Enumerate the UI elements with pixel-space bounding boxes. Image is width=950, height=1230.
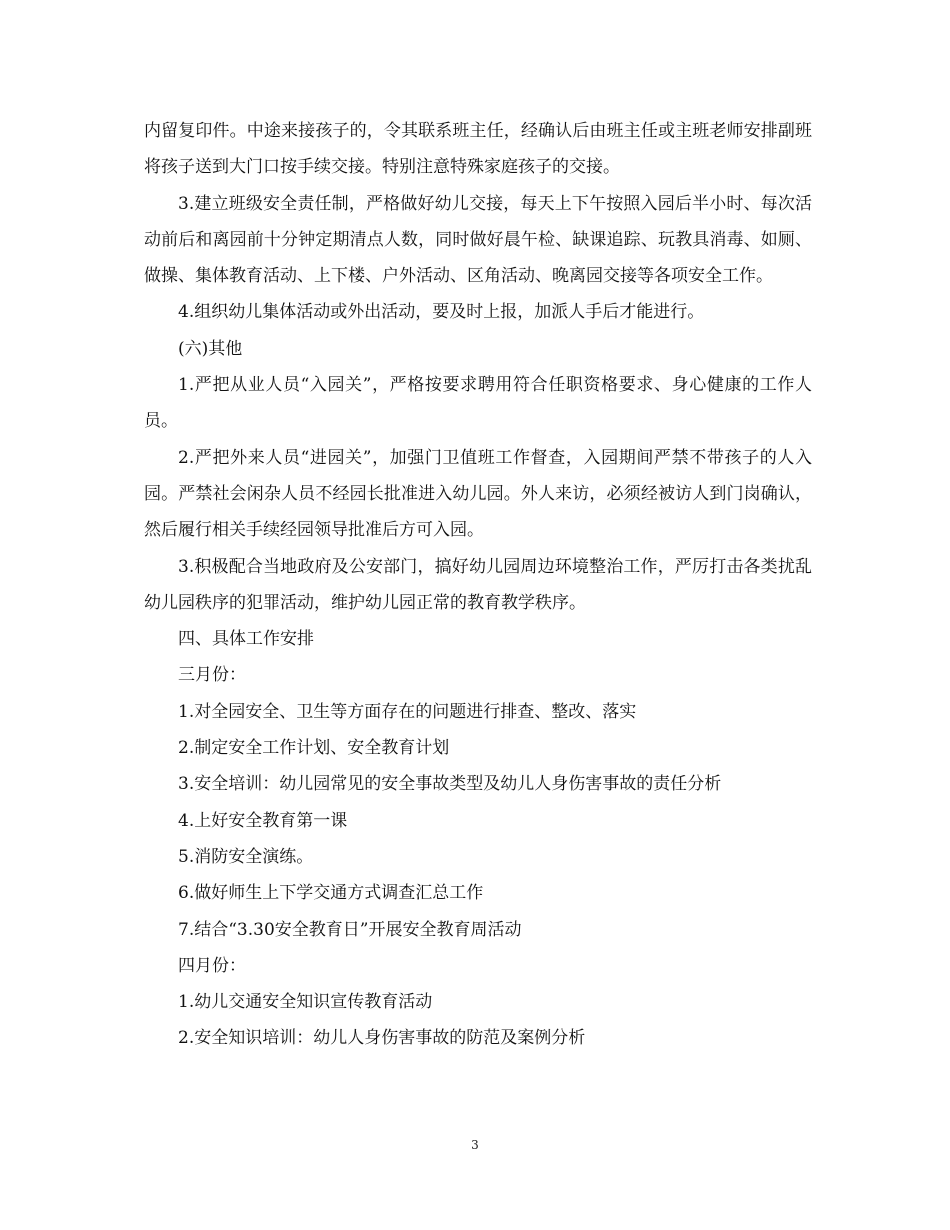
list-item: 1.幼儿交通安全知识宣传教育活动 bbox=[178, 992, 433, 1013]
section-heading: (六)其他 bbox=[178, 338, 243, 359]
paragraph-continuation: 内留复印件。中途来接孩子的，令其联系班主任，经确认后由班主任或主班老师安排副班将孩子送到大门口按手续交接。特别注意特殊家庭孩子的交接。 bbox=[144, 121, 812, 178]
list-item: 2.安全知识培训：幼儿人身伤害事故的防范及案例分析 bbox=[178, 1028, 586, 1049]
list-item: 3.安全培训：幼儿园常见的安全事故类型及幼儿人身伤害事故的责任分析 bbox=[178, 774, 722, 795]
month-heading: 四月份： bbox=[178, 955, 246, 976]
list-item: 7.结合“3.30安全教育日”开展安全教育周活动 bbox=[178, 919, 522, 940]
month-heading: 三月份： bbox=[178, 665, 246, 686]
list-item: 6.做好师生上下学交通方式调查汇总工作 bbox=[178, 883, 484, 904]
paragraph: 4.组织幼儿集体活动或外出活动，要及时上报，加派人手后才能进行。 bbox=[178, 302, 705, 323]
list-item: 1.对全园安全、卫生等方面存在的问题进行排查、整改、落实 bbox=[178, 701, 637, 722]
paragraph: 1.严把从业人员“入园关”，严格按要求聘用符合任职资格要求、身心健康的工作人员。 bbox=[144, 375, 812, 432]
paragraph: 2.严把外来人员“进园关”，加强门卫值班工作督查，入园期间严禁不带孩子的人入园。严禁社会闲杂人员不经园长批准进入幼儿园。外人来访，必须经被访人到门岗确认，然后履行相关手续经园领导批准后方可入园。 bbox=[144, 447, 812, 541]
page-number: 3 bbox=[471, 1138, 479, 1152]
list-item: 5.消防安全演练。 bbox=[178, 846, 314, 867]
list-item: 2.制定安全工作计划、安全教育计划 bbox=[178, 738, 450, 759]
list-item: 4.上好安全教育第一课 bbox=[178, 810, 348, 831]
paragraph: 3.积极配合当地政府及公安部门，搞好幼儿园周边环境整治工作，严厉打击各类扰乱幼儿园秩序的犯罪活动，维护幼儿园正常的教育教学秩序。 bbox=[144, 556, 812, 613]
document-body bbox=[144, 113, 812, 1057]
paragraph: 3.建立班级安全责任制，严格做好幼儿交接，每天上下午按照入园后半小时、每次活动前后和离园前十分钟定期清点人数，同时做好晨午检、缺课追踪、玩教具消毒、如厕、做操、集体教育活动、上下楼、户外活动、区角活动、晚离园交接等各项安全工作。 bbox=[144, 193, 812, 287]
section-heading: 四、具体工作安排 bbox=[178, 629, 314, 650]
